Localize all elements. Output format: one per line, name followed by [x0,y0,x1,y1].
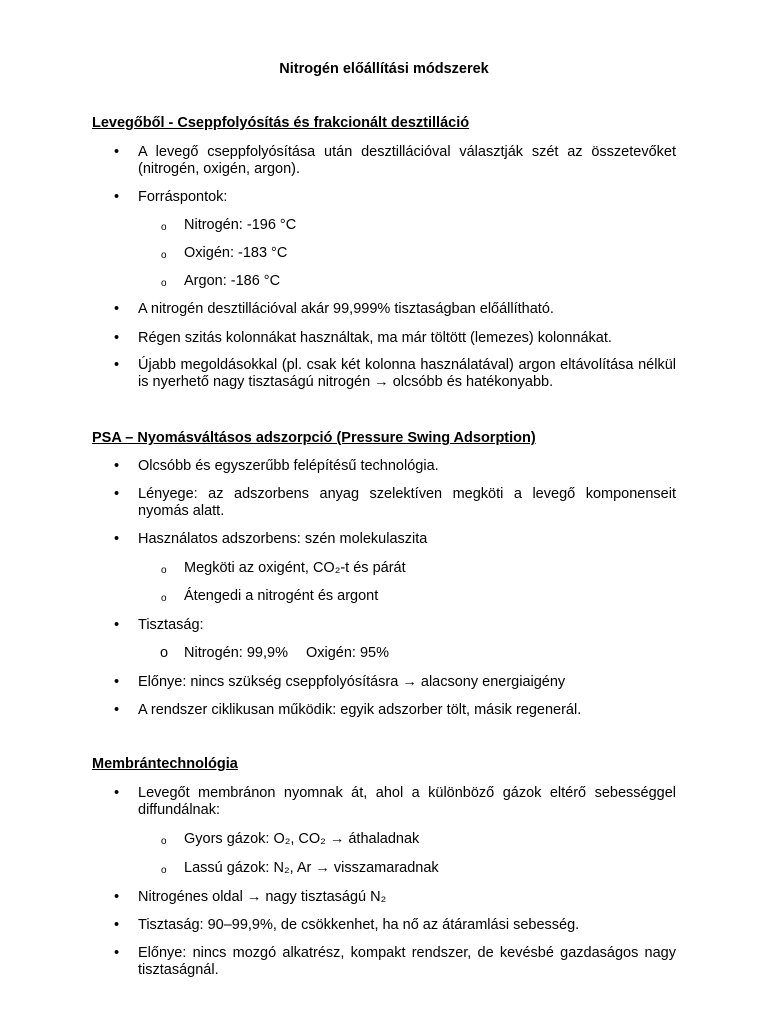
bullet-item: • Régen szitás kolonnákat használtak, ma már töltött (lemezes) kolonnákat. [138,330,676,347]
section-heading-psa: PSA – Nyomásváltásos adszorpció (Pressure Swing Adsorption) [92,430,536,446]
bullet-item: • Előnye: nincs mozgó alkatrész, kompakt rendszer, de kevésbé gazdaságos nagy tisztaságnál. [138,945,676,979]
bullet-item: • Olcsóbb és egyszerűbb felépítésű technológia. [138,458,676,475]
sub-item-purity [184,645,676,662]
bullet-item: • Előnye: nincs szükség cseppfolyósításra → alacsony energiaigény [138,674,676,691]
sub-item: o Gyors gázok: O₂, CO₂ → áthaladnak [184,831,676,848]
bullet-item: • A levegő cseppfolyósítása után desztillációval választják szét az összetevőket (nitrogén, oxigén, argon). [138,144,676,178]
bullet-item: • A nitrogén desztillációval akár 99,999% tisztaságban előállítható. [138,301,676,318]
sub-item: o Argon: -186 °C [184,273,676,290]
sub-item: o Lassú gázok: N₂, Ar → visszamaradnak [184,860,676,877]
section-heading-membrane: Membrántechnológia [92,756,238,772]
sub-item: o Átengedi a nitrogént és argont [184,588,676,605]
bullet-item: • Tisztaság: [138,617,676,634]
sub-item: o Nitrogén: -196 °C [184,217,676,234]
bullet-item: • Újabb megoldásokkal (pl. csak két kolonna használatával) argon eltávolítása nélkül is nyerhető nagy tisztaságú nitrogén → olcsóbb és hatékonyabb. [138,357,676,391]
section-heading-distillation: Levegőből - Cseppfolyósítás és frakcionált desztilláció [92,115,470,131]
document-title: Nitrogén előállítási módszerek [279,61,489,77]
sub-item: o Oxigén: -183 °C [184,245,676,262]
bullet-item: • Lényege: az adszorbens anyag szelektíven megköti a levegő komponenseit nyomás alatt. [138,486,676,520]
bullet-item: • Használatos adszorbens: szén molekulaszita [138,531,676,548]
sub-item: o Megköti az oxigént, CO₂-t és párát [184,560,676,577]
bullet-item: • Nitrogénes oldal → nagy tisztaságú N₂ [138,889,676,906]
bullet-item: • A rendszer ciklikusan működik: egyik adszorber tölt, másik regenerál. [138,702,676,719]
purity-oxygen: Oxigén: 95% [305,645,390,661]
bullet-item: • Tisztaság: 90–99,9%, de csökkenhet, ha nő az átáramlási sebesség. [138,917,676,934]
purity-nitrogen: Nitrogén: 99,9% [184,645,288,661]
bullet-item: • Forráspontok: [138,189,676,206]
bullet-item: • Levegőt membránon nyomnak át, ahol a különböző gázok eltérő sebességgel diffundálnak: [138,785,676,819]
